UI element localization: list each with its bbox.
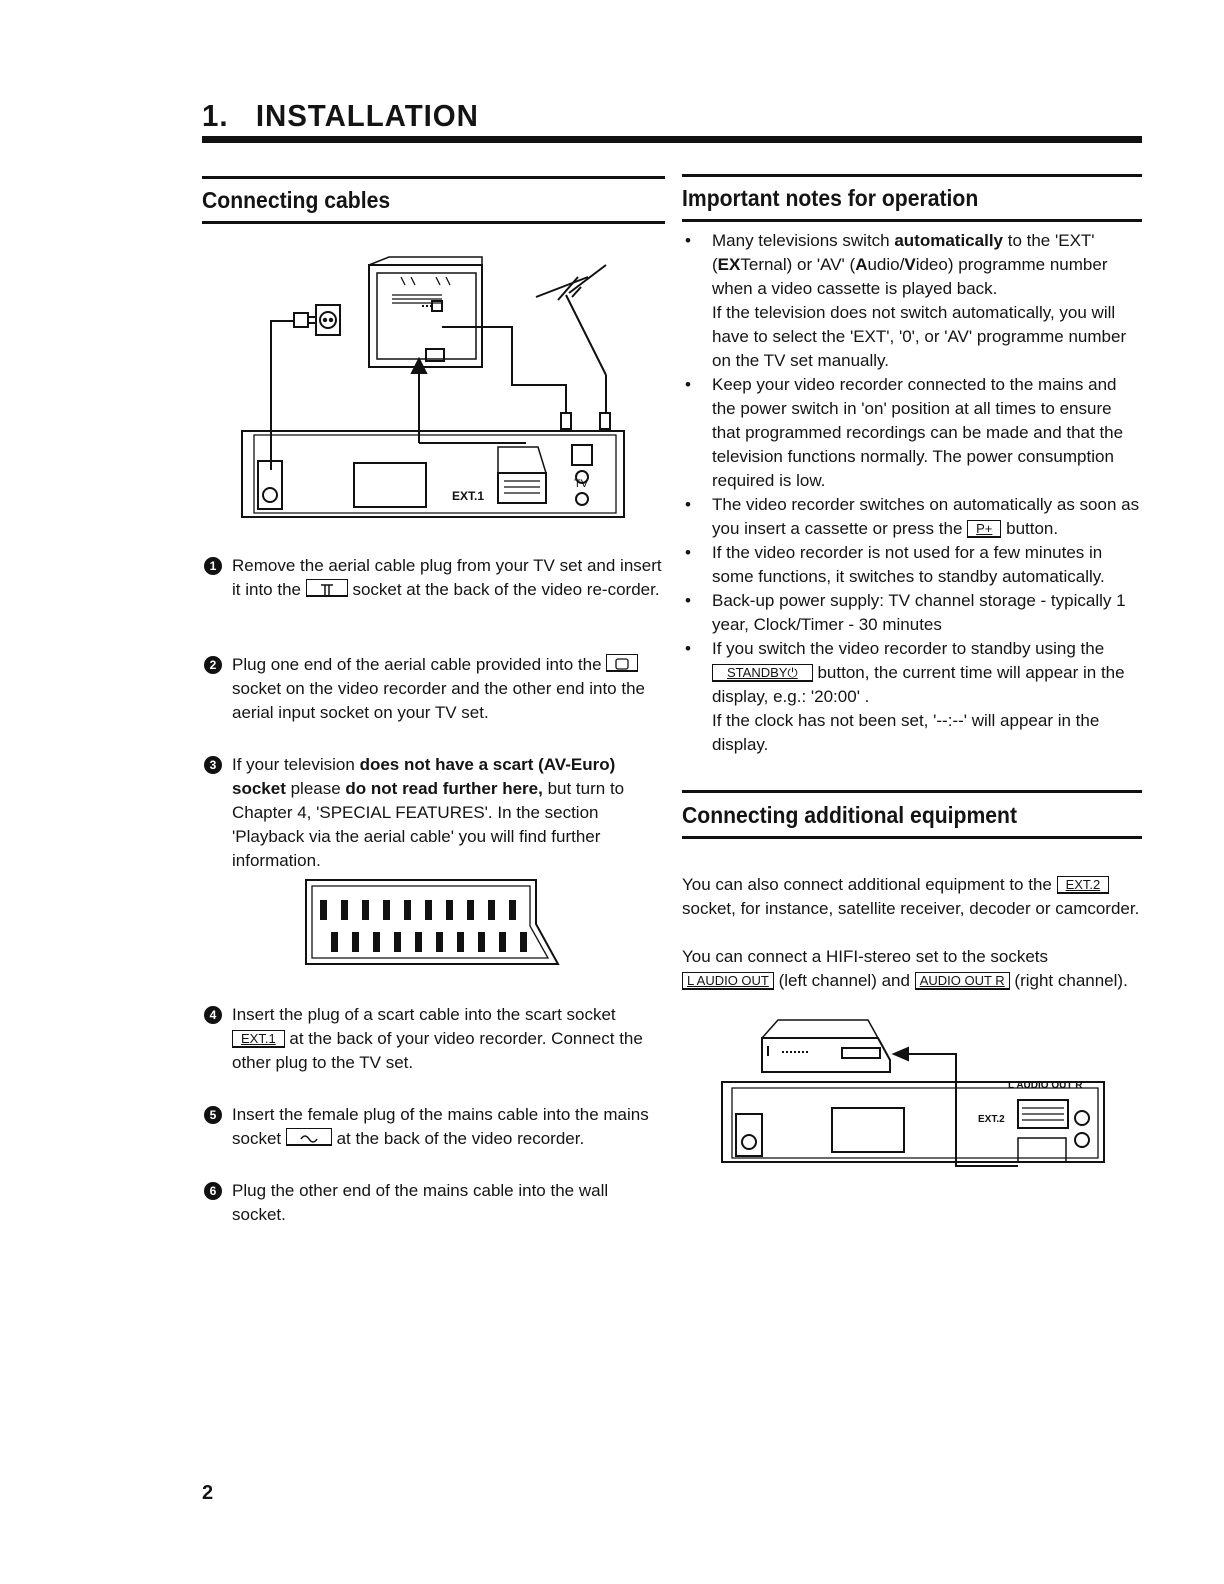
step-4: 4 Insert the plug of a scart cable into the scart socket EXT.1 at the back of your video recorder. Connect the other plug to the TV set. — [232, 1003, 664, 1075]
step-5: 5 Insert the female plug of the mains cable into the mains socket at the back of the video recorder. — [232, 1103, 664, 1151]
step-number: 2 — [204, 656, 222, 674]
tv-set-icon — [369, 257, 482, 367]
section-rule-bottom — [682, 219, 1142, 222]
antenna-icon — [536, 265, 606, 375]
vcr-rear-panel-icon — [722, 1082, 1104, 1162]
chapter-rule — [202, 136, 1142, 143]
diagram-tv-label: TV — [574, 478, 589, 490]
step-number: 4 — [204, 1006, 222, 1024]
step-1: 1 Remove the aerial cable plug from your TV set and insert it into the socket at the back of the video re-corder. — [232, 554, 664, 602]
chapter-number: 1. — [202, 98, 229, 133]
note-item: • Keep your video recorder connected to the mains and the power switch in 'on' position at all times to ensure that programmed recordings can be made and that the television functions normally. The power consumption required is low. — [685, 375, 1124, 490]
chapter-title — [202, 98, 479, 134]
connection-diagram — [236, 255, 631, 525]
section-rule-top — [202, 176, 665, 179]
note-item: • The video recorder switches on automatically as soon as you insert a cassette or press the P+ button. — [685, 495, 1140, 538]
chapter-title-text: INSTALLATION — [255, 98, 479, 133]
tv-socket-icon — [606, 654, 638, 672]
wall-socket-icon — [294, 305, 340, 335]
ext2-key: EXT.2 — [1057, 876, 1110, 894]
section-heading-important-notes: Important notes for operation — [682, 185, 979, 211]
step-number: 6 — [204, 1182, 222, 1200]
additional-equipment-text-1: You can also connect additional equipment to the EXT.2 socket, for instance, satellite receiver, decoder or camcorder. — [682, 875, 1140, 918]
step-2: 2 Plug one end of the aerial cable provided into the socket on the video recorder and the other end into the aerial input socket on your TV set. — [232, 653, 664, 725]
section-rule-bottom — [202, 221, 665, 224]
step-3: 3 If your television does not have a scart (AV-Euro) socket please do not read further here, but turn to Chapter 4, 'SPECIAL FEATURES'. In the section 'Playback via the aerial cable' you will find further information. — [232, 753, 664, 873]
notes-list — [685, 229, 1144, 757]
section-heading-additional-equipment: Connecting additional equipment — [682, 802, 1018, 828]
step-number: 1 — [204, 557, 222, 575]
additional-equipment-text-2: You can connect a HIFI-stereo set to the sockets L AUDIO OUT (left channel) and AUDIO OUT R (right channel). — [682, 947, 1128, 990]
section-rule-top — [682, 790, 1142, 793]
note-item: • If you switch the video recorder to standby using the STANDBY⏻ button, the current time will appear in the display, e.g.: '20:00' . If the clock has not been set, '--:--' will appear in the display. — [685, 639, 1125, 754]
step-6: 6 Plug the other end of the mains cable into the wall socket. — [232, 1179, 664, 1227]
step-number: 3 — [204, 756, 222, 774]
l-audio-out-key: L AUDIO OUT — [682, 972, 774, 990]
ext1-key: EXT.1 — [232, 1030, 285, 1048]
diagram-ext1-label: EXT.1 — [452, 489, 485, 503]
additional-equipment-diagram — [718, 1016, 1110, 1184]
diagram-ext2-label: EXT.2 — [978, 1114, 1005, 1125]
satellite-receiver-icon — [762, 1020, 890, 1072]
audio-out-r-key: AUDIO OUT R — [915, 972, 1010, 990]
note-item: • Many televisions switch automatically to the 'EXT' (EXTernal) or 'AV' (Audio/Video) programme number when a video cassette is played back. If the television does not switch automatically, you will have to select the 'EXT', '0', or 'AV' programme number on the TV set manually. — [685, 231, 1127, 370]
note-item: • If the video recorder is not used for a few minutes in some functions, it switches to standby automatically. — [685, 543, 1105, 586]
scart-connector-illustration — [304, 876, 562, 970]
diagram-audio-label: L AUDIO OUT R — [1008, 1080, 1083, 1091]
standby-key: STANDBY⏻ — [712, 664, 813, 682]
page-number: 2 — [202, 1482, 214, 1504]
aerial-socket-icon — [306, 579, 348, 597]
note-item: • Back-up power supply: TV channel storage - typically 1 year, Clock/Timer - 30 minutes — [685, 591, 1126, 634]
mains-socket-icon — [286, 1128, 332, 1146]
p-plus-key: P+ — [967, 520, 1001, 538]
tv-vent-icon — [392, 277, 450, 303]
section-rule-bottom — [682, 836, 1142, 839]
step-number: 5 — [204, 1106, 222, 1124]
section-heading-connecting-cables: Connecting cables — [202, 187, 391, 213]
section-rule-top — [682, 174, 1142, 177]
